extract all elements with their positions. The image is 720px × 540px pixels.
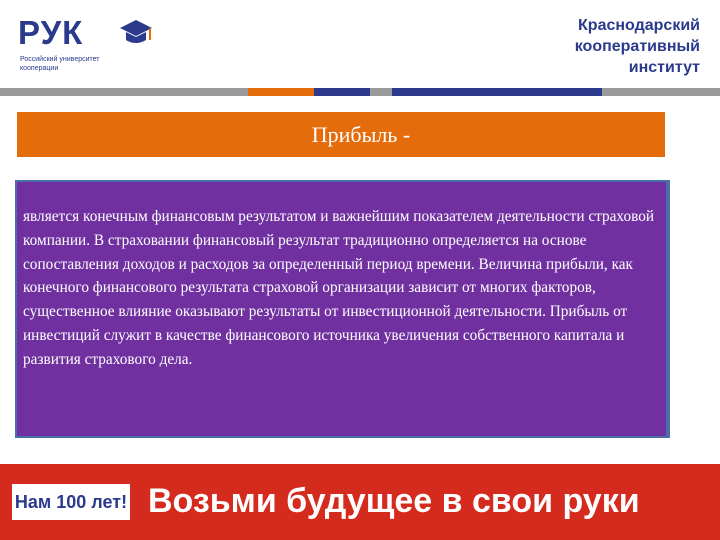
header xyxy=(0,0,720,88)
header-bar-orange xyxy=(248,88,314,96)
anniversary-badge xyxy=(12,484,130,520)
anniversary-text: Нам 100 лет! xyxy=(14,492,128,512)
slide-content-box xyxy=(15,180,670,438)
logo-ruk: РУК xyxy=(18,14,84,51)
slide-title: Прибыль - xyxy=(311,122,411,147)
header-bar-gray-3 xyxy=(602,88,720,96)
footer-slogan: Возьми будущее в свои руки xyxy=(148,482,640,520)
slide-body-text: является конечным финансовым результатом и важнейшим показателем деятельности страховой компании. В страховании финансовый результат традиционно определяется на основе сопоставления доходов и расходов за определенный период времени. Величина прибыли, как конечного финансового результата страховой организации зависит от многих факторов, существенное влияние оказывают результаты от инвестиционной деятельности. Прибыль от инвестиций служит в качестве финансового источника увеличения собственного капитала и развития страхового дела. xyxy=(23,208,655,368)
institute-line: Краснодарский xyxy=(578,17,700,34)
header-bar-gray xyxy=(0,88,248,96)
header-bar-gray-2 xyxy=(370,88,392,96)
graduation-cap-icon xyxy=(118,16,154,50)
institute-name xyxy=(500,15,700,78)
header-bar-blue-2 xyxy=(392,88,602,96)
institute-line: институт xyxy=(628,59,700,76)
footer-banner xyxy=(0,464,720,540)
institute-line: кооперативный xyxy=(574,38,700,55)
slide-title-box xyxy=(17,112,665,157)
header-bar-blue xyxy=(314,88,370,96)
logo-subtitle: Российский университет кооперации xyxy=(20,56,100,72)
